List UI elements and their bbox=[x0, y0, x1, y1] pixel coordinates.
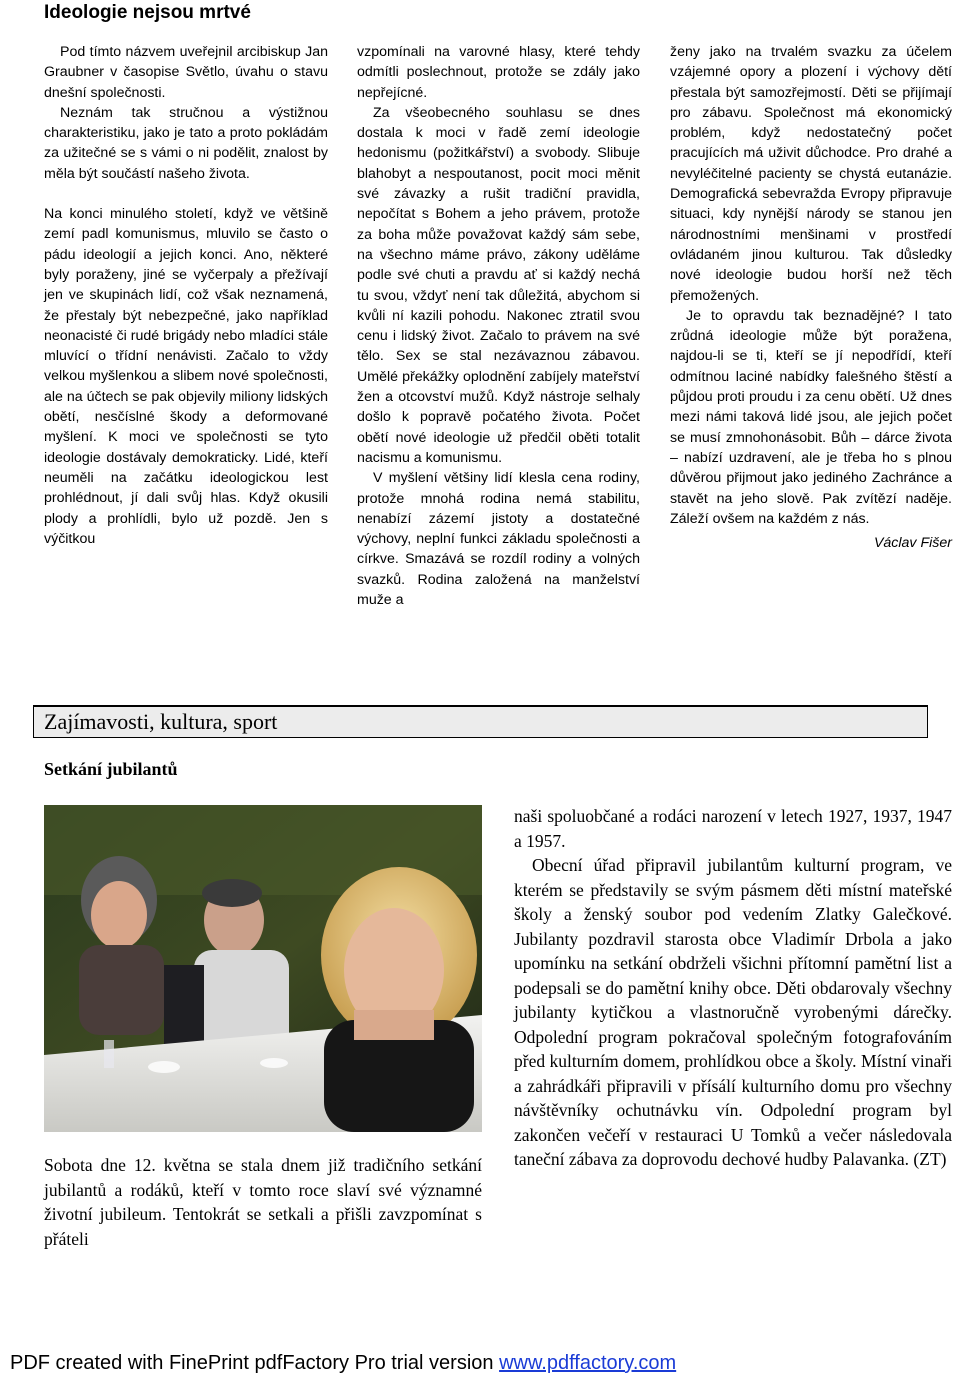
article-column-1 bbox=[44, 42, 328, 549]
paragraph: Pod tímto názvem uveřejnil arcibiskup Jan Graubner v časopise Světlo, úvahu o stavu dnešní společnosti. bbox=[44, 44, 328, 101]
photo-caption-text bbox=[44, 1153, 482, 1251]
author-signature: Václav Fišer bbox=[873, 535, 952, 552]
paragraph: Obecní úřad připravil jubilantům kulturní program, ve kterém se představily se svým pásmem děti místní mateřské školy a ženský soubor pod vedením Zlatky Galečkové. Jubilanty pozdravil starosta obce Vladimír Drbola a jako upomínku na setkání obdrželi všichni přítomní pamětní list a podepsali se do pamětní knihy obce. Děti obdarovaly všechny jubilanty kytičkou a vlastnoručně vyrobenými dárečky. Odpolední program pokračoval společným fotografováním před kulturním domem, prohlídkou obce a školy. Místní vinaři a zahrádkáři připravili v přísálí kulturního domu pro všechny návštěvníky ochutnávku vín. Odpolední program byl zakončen večeří v restauraci U Tomků a večer následovala taneční zábava za doprovodu dechové hudby Palavanka. (ZT) bbox=[514, 855, 952, 1169]
paragraph: ženy jako na trvalém svazku za účelem vzájemné opory a plození i výchovy dětí přestala být samozřejmostí. Děti se přijímají pro zábavu. Společnost má ekonomický problém, když nedostatečný počet pracujících má uživit důchodce. Pro drahé a nevyléčitelné pacienty se chystá eutanázie. Demografická sebevražda Evropy připravuje situaci, kdy nynější národy se stanou jen národnostními menšinami v prostředí ovládaném jinou kulturou. Tak důsledky nové ideologie budou horší než těch přemožených. bbox=[670, 44, 952, 304]
paragraph: Sobota dne 12. května se stala dnem již tradičního setkání jubilantů a rodáků, kteří v tomto roce slaví své významné životní jubileum. Tentokrát se setkali a přišli zavzpomínat s přáteli bbox=[44, 1155, 482, 1249]
article-subtitle: Setkání jubilantů bbox=[44, 759, 178, 779]
pdf-footer bbox=[10, 1352, 676, 1375]
paragraph: V myšlení většiny lidí klesla cena rodiny, protože mnohá rodina nemá stabilitu, nenabízí zázemí jistoty a dostatečné výchovy, neplní funkci základu společnosti a církve. Smazává se rozdíl rodiny a volných svazků. Rodina založená na manželství muže a bbox=[357, 470, 640, 609]
article-column-2 bbox=[357, 42, 640, 610]
article-title: Ideologie nejsou mrtvé bbox=[44, 2, 251, 23]
photo-icon bbox=[44, 805, 482, 1132]
paragraph: Neznám tak stručnou a výstižnou charakteristiku, jako je tato a proto pokládám za užitečné se s vámi o ni podělit, znalost by měla být součástí našeho života. bbox=[44, 104, 328, 182]
footer-link[interactable]: www.pdffactory.com bbox=[499, 1352, 677, 1374]
paragraph: Za všeobecného souhlasu se dnes dostala k moci v řadě zemí ideologie hedonismu (požitkářství) a svobody. Slibuje blahobyt a nespoutanost, pocit moci měnit své závazky a rušit tradiční pravidla, nepočítat s Bohem a jeho právem, protože za boha může považovat každý sám sebe, na všechno máme právo, zákony uděláme podle své chuti a pravdu ať si každý nechá tu svou, vždyť není tak důležitá, abychom si kvůli ní kazili pohodu. Nakonec ztratil svou cenu i lidský život. Začalo to právem na své tělo. Sex se stal nezávaznou zábavou. Umělé překážky oplodnění zabíjely mateřství žen a otcovství mužů. Když nástroje selhaly došlo k popravě počatého života. Počet obětí nové ideologie už předčil oběti totalit nacismu a komunismu. bbox=[357, 104, 640, 466]
paragraph: Je to opravdu tak beznadějné? I tato zrůdná ideologie může být poražena, najdou-li se ti, kteří se jí nepodřídí, kteří odmítnou laciné nabídky falešného štěstí a půjdou proti proudu i za cenu obětí. Už dnes mezi námi taková lidé jsou, ale jejich počet se musí zmnohonásobit. Bůh – dárce života – nabízí uzdravení, ale je třeba ho s plnou důvěrou přijmout jako jediného Zachránce a stavět na jeho slově. Pak zvítězí naděje. Záleží ovšem na každém z nás. bbox=[670, 307, 952, 527]
section-title: Zajímavosti, kultura, sport bbox=[44, 709, 278, 734]
section-header bbox=[33, 705, 928, 738]
event-photo bbox=[44, 805, 482, 1132]
paragraph: Na konci minulého století, když ve většině zemí padl komunismus, mluvilo se často o pádu ideologií a jejich konci. Ano, některé byly poraženy, jiné se vyčerpaly a přežívají jen ve skupinách lidí, což však neznamená, že přestaly být nebezpečné, jako například neonacisté či rudé brigády nebo mladíci stále mluvící o třídní nenávisti. Začalo to vždy velkou myšlenkou a slibem nové společnosti, ale na účtech se pak objevily miliony lidských obětí, nesčíslné škody a deformované myšlení. K moci ve společnosti se tyto ideologie dostávaly demokraticky. Lidé, kteří neuměli na začátku ideologickou lest prohlédnout, jí dali svůj hlas. Když okusili plody a prohlídli, bylo už pozdě. Jen s výčitkou bbox=[44, 206, 328, 547]
article-body-right bbox=[514, 804, 952, 1172]
paragraph: vzpomínali na varovné hlasy, které tehdy odmítli poslechnout, protože se zdály jako nepřejícné. bbox=[357, 44, 640, 101]
paragraph: naši spoluobčané a rodáci narození v letech 1927, 1937, 1947 a 1957. bbox=[514, 806, 952, 851]
article-column-3 bbox=[670, 42, 952, 553]
footer-text: PDF created with FinePrint pdfFactory Pro trial version bbox=[10, 1352, 500, 1374]
